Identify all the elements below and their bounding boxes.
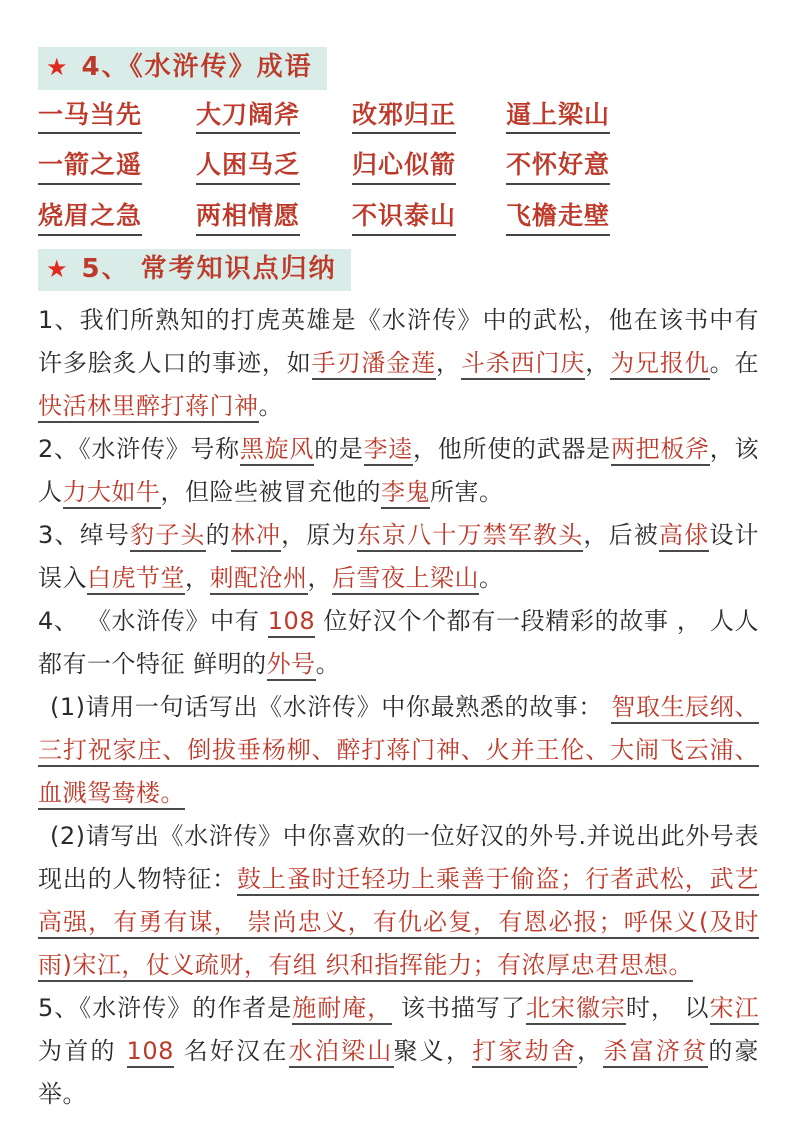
idiom-cell: 改邪归正 [352,101,456,135]
idiom-cell: 大刀阔斧 [196,101,300,135]
question-text: ， [185,564,210,593]
section4-title: 4、《水浒传》成语 [81,52,313,82]
answer-text: 108 [127,1037,174,1068]
idiom-cell: 不识泰山 [352,202,456,236]
section4-header [38,47,327,90]
idiom-cell: 归心似箭 [352,151,456,185]
section5-title: 5、 常考知识点归纳 [81,253,337,284]
knowledge-points [38,299,759,1116]
idiom-cell: 人困马乏 [196,151,300,185]
star-icon: ★ [46,53,70,81]
answer-text: 施耐庵， [292,994,392,1025]
answer-text: 李逵 [364,435,413,466]
question-text: 。在 [709,349,759,378]
answer-text: 为兄报仇 [610,349,710,380]
answer-text: 刺配沧州 [210,564,308,595]
question-text: 位好汉个个都有一段精彩的故事 ， 人人都有一个特征 鲜明的 [38,607,759,679]
paragraph-item-4-question-2 [38,815,759,987]
idiom-cell: 一箭之遥 [38,151,142,185]
question-text: 该书描写了 [392,994,526,1023]
idiom-cell: 两相情愿 [196,202,300,236]
question-text: 名好汉在 [173,1037,289,1066]
question-text: ，该人 [38,435,760,507]
question-text: 的豪举。 [38,1037,760,1109]
answer-text: 鼓上蚤时迁轻功上乘善于偷盗；行者武松，武艺高强，有勇有谋， 崇尚忠义，有仇必复，有恩必报；呼保义(及时雨)宋江，仗义疏财，有组 织和指挥能力；有浓厚忠君思想。 [38,865,759,982]
idiom-grid [38,101,759,236]
question-text: (1)请用一句话写出《水浒传》中你最熟悉的故事： [50,693,612,722]
question-text: 的 [205,521,231,550]
answer-text: 林冲 [231,521,281,552]
paragraph-item-3 [38,514,759,600]
answer-text: 斗杀西门庆 [461,349,585,380]
answer-text: 李鬼 [381,478,430,509]
question-text: ， [436,349,461,378]
paragraph-item-4-question-1 [38,686,759,815]
question-text: 4、 《水浒传》中有 [38,607,268,636]
question-text: 的是 [314,435,364,464]
paragraph-item-2 [38,428,759,514]
question-text: 1、我们所熟知的打虎英雄是《水浒传》中的武松，他在该书中有许多脍炙人口的事迹，如 [38,306,759,378]
answer-text: 豹子头 [130,521,206,552]
answer-text: 高俅 [659,521,709,552]
answer-text: 快活林里醉打蒋门神 [38,392,259,423]
star-icon: ★ [46,254,70,283]
question-text: 时， 以 [625,994,710,1023]
answer-text: 两把板斧 [611,435,710,466]
question-text: 聚义， [393,1037,473,1066]
answer-text: 东京八十万禁军教头 [357,521,584,552]
paragraph-item-5 [38,987,759,1116]
answer-text: 手刃潘金莲 [312,349,436,380]
question-text: ， [307,564,332,593]
question-text: 所害。 [430,478,504,507]
answer-text: 力大如牛 [63,478,161,509]
answer-text: 北宋徽宗 [526,994,626,1025]
answer-text: 水泊梁山 [289,1037,394,1068]
question-text: 。 [258,392,283,421]
idiom-cell: 不怀好意 [506,151,610,185]
answer-text: 智取生辰纲、三打祝家庄、倒拔垂杨柳、醉打蒋门神、火并王伦、大闹飞云浦、血溅鸳鸯楼。 [38,693,759,810]
section5-header [38,249,351,292]
answer-text: 打家劫舍 [472,1037,577,1068]
answer-text: 杀富济贫 [603,1037,708,1068]
question-text: 设计误入 [38,521,760,593]
paragraph-item-1 [38,299,759,428]
question-text: 5、《水浒传》的作者是 [38,994,293,1023]
answer-text: 黑旋风 [240,435,314,466]
question-text: ，他所使的武器是 [413,435,611,464]
question-text: 3、绰号 [38,521,131,550]
question-text: 。 [479,564,504,593]
question-text: ， [585,349,611,378]
question-text: ，但险些被冒充他的 [160,478,381,507]
question-text: ， [577,1037,604,1066]
question-text: (2)请写出《水浒传》中你喜欢的一位好汉的外号.并说出此外号表现出的人物特征： [38,822,759,894]
idiom-cell: 飞檐走壁 [506,202,610,236]
paragraph-item-4 [38,600,759,686]
question-text: ，后被 [583,521,659,550]
question-text: ，原为 [281,521,357,550]
answer-text: 宋江 [710,994,760,1025]
idiom-cell: 烧眉之急 [38,202,142,236]
question-text: 2、《水浒传》号称 [38,435,240,464]
answer-text: 白虎节堂 [87,564,185,595]
answer-text: 外号 [267,650,316,681]
answer-text: 后雪夜上梁山 [332,564,479,595]
answer-text: 108 [268,607,315,638]
question-text: 。 [315,650,341,679]
question-text: 为首的 [38,1037,127,1066]
idiom-cell: 一马当先 [38,101,142,135]
idiom-cell: 逼上梁山 [506,101,610,135]
